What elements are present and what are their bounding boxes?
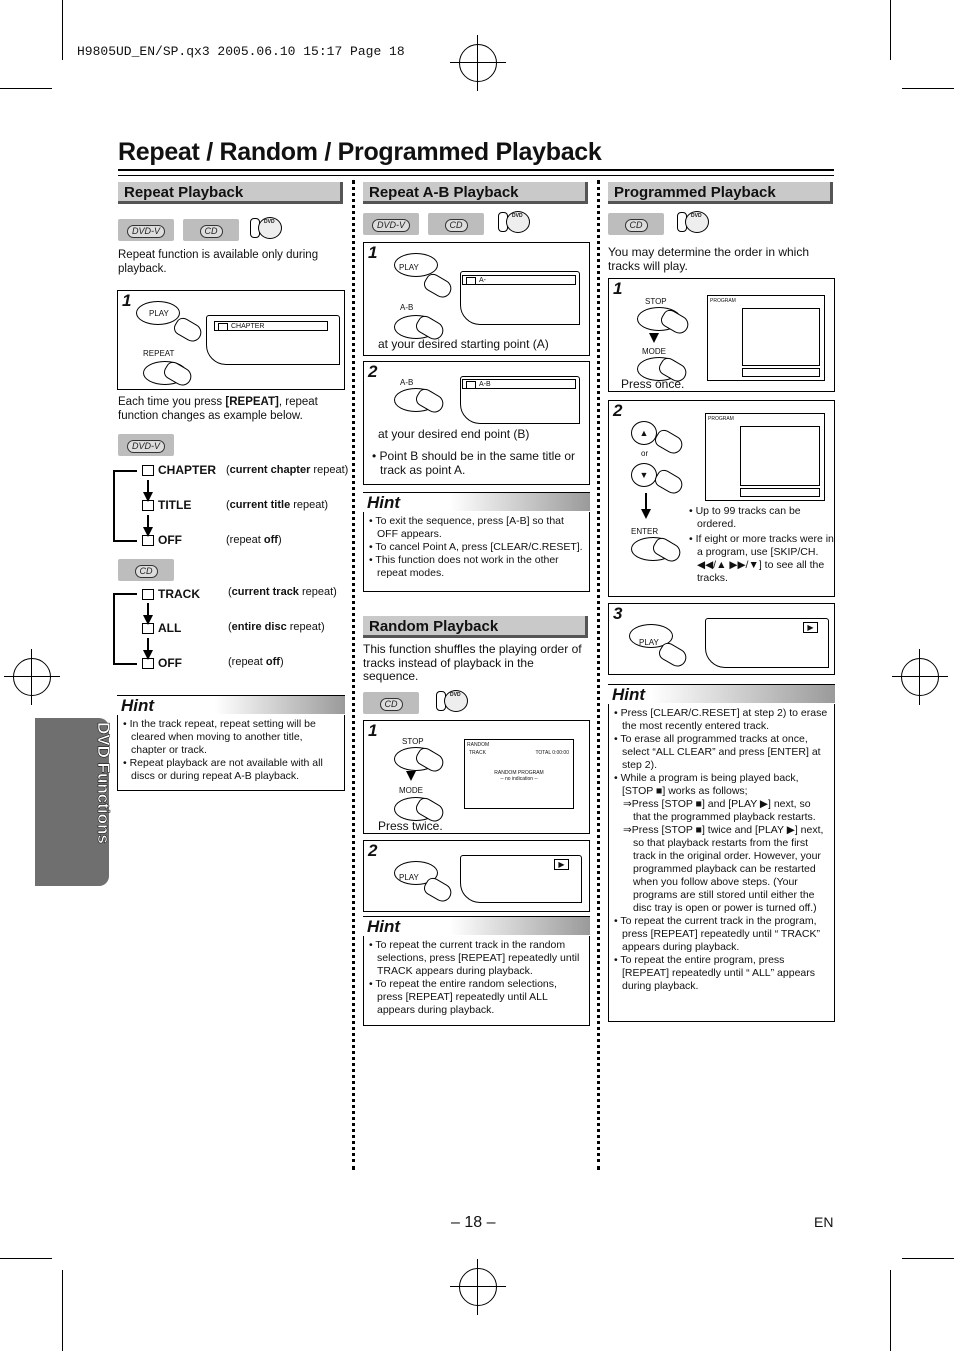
ab-step2-box [363, 361, 590, 485]
random-heading: Random Playback [363, 616, 588, 638]
program-step3-box [608, 603, 835, 675]
screen-osd: A-B [462, 379, 576, 389]
page-title: Repeat / Random / Programmed Playback [118, 138, 602, 166]
ab-hint-heading: Hint [363, 492, 590, 512]
hint-item: • To cancel Point A, press [CLEAR/C.RESET]. [369, 541, 583, 553]
mode-title: TITLE [142, 498, 191, 512]
step-caption: Press once. [621, 377, 685, 391]
crop-mark [62, 1270, 63, 1351]
hint-item: • To repeat the entire random selections, press [REPEAT] repeatedly until ALL appears during playback. [369, 978, 557, 1016]
hint-item: • This function does not work in the other repeat modes. [369, 554, 559, 579]
play-indicator-icon: ▶ [554, 859, 569, 870]
hint-item: • In the track repeat, repeat setting will be cleared when moving to another title, chapter or track. [123, 718, 316, 756]
step-number: 1 [368, 721, 378, 740]
program-screen [707, 295, 825, 381]
screen-total: TOTAL 0:00:00 [535, 750, 569, 756]
program-total [742, 368, 820, 377]
pointing-hand-icon [652, 427, 685, 457]
dvd-disc-icon [436, 688, 466, 710]
ab-hint-box [363, 512, 590, 592]
step-note: • If eight or more tracks were in a program, use [SKIP/CH. ◀◀/▲ ▶▶/▼] to see all the tracks. [689, 533, 834, 584]
hint-item: • To repeat the current track in the program, press [REPEAT] repeatedly until “ TRACK” appears during playback. [614, 915, 821, 953]
registration-mark-icon [901, 658, 939, 696]
hint-item: ⇒Press [STOP ■] and [PLAY ▶] next, so that the programmed playback restarts. [623, 798, 816, 823]
dvd-disc-icon [677, 209, 707, 231]
mode-off: OFF [142, 533, 182, 547]
pointing-hand-icon [658, 307, 691, 337]
dvd-disc-icon [498, 209, 528, 231]
screen-sub: RANDOM PROGRAM [494, 770, 544, 776]
repeat-mode-icon [142, 658, 154, 669]
screen-track: TRACK [469, 750, 486, 756]
step-number: 3 [613, 604, 623, 623]
program-hint-box [608, 704, 835, 1022]
hint-item: ⇒Press [STOP ■] twice and [PLAY ▶] next, so that playback restarts from the first track in the original order. However, your programmed playback can be restarted when you follow above steps. (Your programs are still stored until either the disc tray is open or power is turned off.) [623, 824, 824, 914]
screen-osd: CHAPTER [214, 321, 328, 331]
hint-item: • Press [CLEAR/C.RESET] at step 2) to erase the most recently entered track. [614, 707, 828, 732]
ab-label: A-B [400, 378, 414, 387]
play-label: PLAY [149, 309, 169, 318]
program-heading: Programmed Playback [608, 182, 833, 204]
repeat-mode-icon [142, 623, 154, 634]
repeat-heading: Repeat Playback [118, 182, 343, 204]
random-intro: This function shuffles the playing order of tracks instead of playback in the sequence. [363, 642, 582, 683]
program-step2-box [608, 400, 835, 597]
cycle-line [113, 593, 137, 595]
random-step1-box [363, 720, 590, 834]
page-number: – 18 – [451, 1214, 496, 1231]
pointing-hand-icon [656, 640, 689, 670]
play-label: PLAY [639, 638, 659, 647]
crop-mark [62, 0, 63, 60]
repeat-label: REPEAT [143, 349, 175, 358]
or-label: or [641, 449, 649, 458]
arrow-down-icon [641, 509, 651, 519]
cd-badge: CD [363, 692, 419, 714]
step-caption: at your desired starting point (A) [378, 337, 549, 351]
crop-mark [0, 1258, 52, 1259]
hint-item: • To repeat the current track in the random selections, press [REPEAT] repeatedly until TRACK appears during playback. [369, 939, 580, 977]
screen-osd: A- [462, 275, 576, 285]
cycle-line [113, 540, 137, 542]
language-tag: EN [814, 1214, 834, 1230]
cd-badge: CD [118, 559, 174, 581]
step-caption: at your desired end point (B) [378, 427, 530, 441]
crop-mark [890, 0, 891, 60]
repeat-hint-box [117, 715, 345, 791]
step-number: 2 [368, 362, 378, 381]
program-screen [705, 413, 825, 501]
pointing-hand-icon [421, 875, 454, 905]
screen-title: PROGRAM [708, 416, 734, 422]
registration-mark-icon [13, 658, 51, 696]
screen-title: PROGRAM [710, 298, 736, 304]
side-tab [35, 718, 113, 886]
random-hint-box [363, 936, 590, 1026]
program-hint-heading: Hint [608, 684, 835, 704]
hint-item: • Repeat playback are not available with all discs or during repeat A-B playback. [123, 757, 323, 782]
dvd-badge: DVD-V [118, 434, 174, 456]
ab-step1-box [363, 242, 590, 356]
arrow-down-icon [406, 771, 416, 781]
play-indicator-icon: ▶ [803, 622, 818, 633]
program-list [740, 426, 820, 486]
pointing-hand-icon [652, 467, 685, 497]
step-number: 1 [368, 243, 378, 262]
cd-badge: CD [183, 219, 239, 241]
crop-mark [902, 88, 954, 89]
repeat-mode-icon [142, 465, 154, 476]
cycle-line [113, 663, 137, 665]
arrow-down-icon [649, 333, 659, 343]
repeat-mode-icon [142, 535, 154, 546]
step-note: • Up to 99 tracks can be ordered. [689, 505, 801, 530]
step-number: 1 [613, 279, 623, 298]
hint-item: • While a program is being played back, [STOP ■] works as follows; [614, 772, 799, 797]
repeat-description: Each time you press [REPEAT], repeat function changes as example below. [118, 396, 318, 422]
repeat-step1-box [117, 290, 345, 390]
stop-label: STOP [402, 737, 424, 746]
mode-all: ALL [142, 621, 181, 635]
crop-mark [890, 1270, 891, 1351]
program-intro: You may determine the order in which tracks will play. [608, 245, 809, 273]
stop-label: STOP [645, 297, 667, 306]
random-hint-heading: Hint [363, 916, 590, 936]
mode-track-desc: (current track repeat) [228, 586, 337, 598]
column-divider [597, 180, 600, 1170]
mode-cd-off: OFF [142, 656, 182, 670]
title-rule [118, 169, 834, 176]
program-step1-box [608, 278, 835, 392]
mode-chapter-desc: (current chapter repeat) [226, 464, 349, 476]
print-header: H9805UD_EN/SP.qx3 2005.06.10 15:17 Page 18 [77, 44, 405, 59]
play-label: PLAY [399, 873, 419, 882]
mode-label: MODE [642, 347, 666, 356]
dvd-disc-icon [250, 215, 280, 237]
crop-mark [0, 88, 52, 89]
play-label: PLAY [399, 263, 419, 272]
dvd-badge: DVD-V [363, 213, 419, 235]
crop-mark [902, 1258, 954, 1259]
repeat-mode-icon [142, 589, 154, 600]
repeat-mode-icon [142, 500, 154, 511]
mode-title-desc: (current title repeat) [226, 499, 329, 511]
program-list [742, 308, 820, 366]
column-divider [352, 180, 355, 1170]
step-number: 1 [122, 291, 132, 310]
ab-label: A-B [400, 303, 414, 312]
step-number: 2 [613, 401, 623, 420]
repeat-intro: Repeat function is available only during playback. [118, 249, 319, 275]
cycle-line [113, 470, 137, 472]
cycle-line [113, 593, 115, 663]
random-step2-box [363, 840, 590, 912]
step-number: 2 [368, 841, 378, 860]
screen-note: -- no indication -- [500, 776, 538, 782]
dvd-badge: DVD-V [118, 219, 174, 241]
step-note: • Point B should be in the same title or track as point A. [372, 449, 575, 477]
cd-badge: CD [428, 213, 484, 235]
screen-title: RANDOM [467, 742, 490, 748]
ab-heading: Repeat A-B Playback [363, 182, 588, 204]
hint-item: • To erase all programmed tracks at once, select “ALL CLEAR” and press [ENTER] at step 2). [614, 733, 821, 771]
mode-label: MODE [399, 786, 423, 795]
repeat-hint-heading: Hint [117, 695, 345, 715]
mode-chapter: CHAPTER [142, 463, 216, 477]
random-screen [464, 739, 574, 809]
registration-mark-icon [459, 1268, 497, 1306]
hint-item: • To repeat the entire program, press [REPEAT] repeatedly until “ ALL” appears during playback. [614, 954, 815, 992]
pointing-hand-icon [421, 271, 454, 301]
program-total [740, 488, 820, 497]
mode-off-desc: (repeat off) [226, 534, 282, 546]
hint-item: • To exit the sequence, press [A-B] so that OFF appears. [369, 515, 564, 540]
enter-label: ENTER [631, 527, 659, 536]
step-caption: Press twice. [378, 819, 443, 833]
mode-cd-off-desc: (repeat off) [228, 656, 284, 668]
down-button-icon: ▼ [631, 463, 657, 487]
cd-badge: CD [608, 213, 664, 235]
up-button-icon: ▲ [631, 421, 657, 445]
pointing-hand-icon [171, 315, 204, 345]
registration-mark-icon [459, 44, 497, 82]
mode-all-desc: (entire disc repeat) [228, 621, 325, 633]
mode-track: TRACK [142, 587, 200, 601]
cycle-line [113, 470, 115, 540]
side-tab-label: DVD Functions [94, 722, 113, 844]
